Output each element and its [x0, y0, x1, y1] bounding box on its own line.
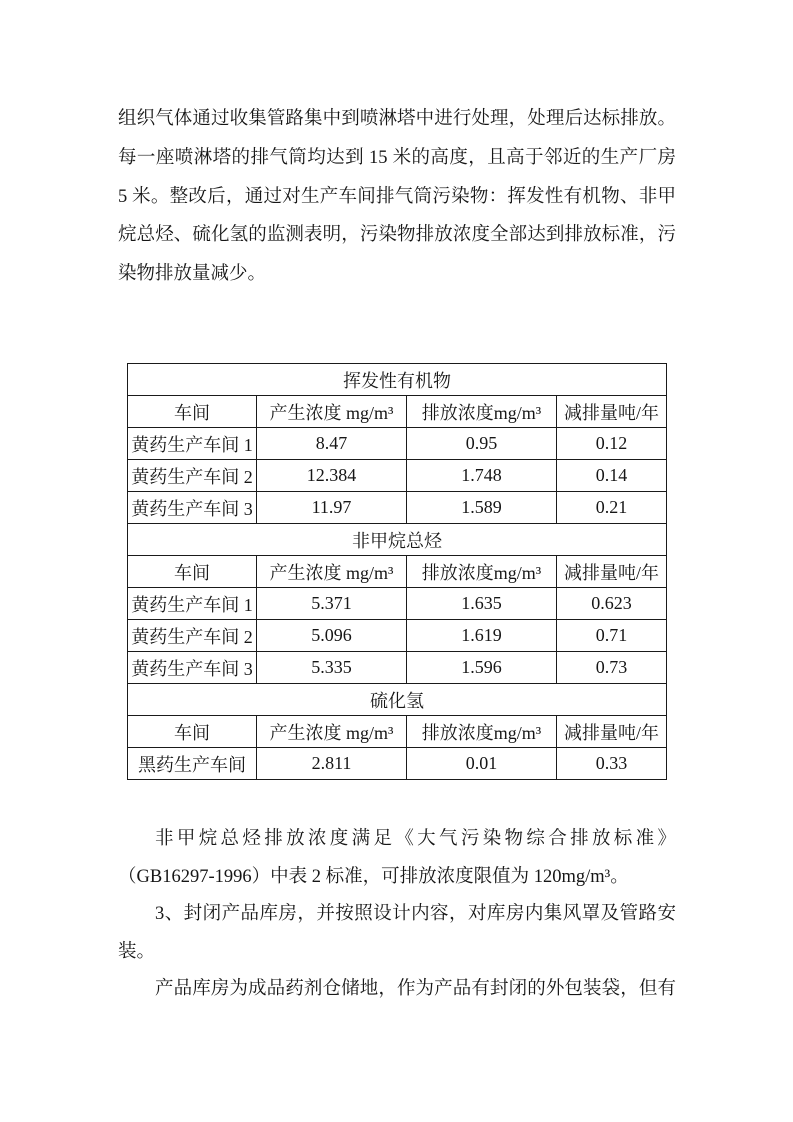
- table-row: [128, 460, 667, 492]
- cell-reduction: 0.21: [557, 492, 667, 524]
- text-line: 染物排放量减少。: [118, 264, 267, 285]
- cell-produced: 5.371: [257, 588, 407, 620]
- text-line: 非甲烷总烃排放浓度满足《大气污染物综合排放标准》: [155, 829, 676, 849]
- table-row: [128, 492, 667, 524]
- column-header-emitted: 排放浓度mg/m³: [407, 556, 557, 588]
- text-line: （GB16297-1996）中表 2 标准，可排放浓度限值为 120mg/m³。: [118, 866, 629, 887]
- section-title-row: [128, 364, 667, 396]
- cell-emitted: 1.635: [407, 588, 557, 620]
- column-header-reduction: 减排量吨/年: [557, 556, 667, 588]
- cell-workshop: 黄药生产车间 2: [128, 620, 257, 652]
- cell-produced: 11.97: [257, 492, 407, 524]
- section-title: 非甲烷总烃: [128, 524, 667, 556]
- cell-reduction: 0.12: [557, 428, 667, 460]
- column-header-row: [128, 556, 667, 588]
- column-header-row: [128, 396, 667, 428]
- column-header-reduction: 减排量吨/年: [557, 716, 667, 748]
- text-line: 产品库房为成品药剂仓储地，作为产品有封闭的外包装袋，但有: [155, 979, 676, 999]
- column-header-produced: 产生浓度 mg/m³: [257, 556, 407, 588]
- text-line: 组织气体通过收集管路集中到喷淋塔中进行处理，处理后达标排放。: [118, 109, 676, 129]
- cell-reduction: 0.73: [557, 652, 667, 684]
- column-header-workshop: 车间: [128, 556, 257, 588]
- cell-emitted: 0.01: [407, 748, 557, 780]
- column-header-emitted: 排放浓度mg/m³: [407, 716, 557, 748]
- section-title-row: [128, 524, 667, 556]
- intro-paragraph: [118, 100, 676, 294]
- section-title-row: [128, 684, 667, 716]
- cell-produced: 12.384: [257, 460, 407, 492]
- cell-produced: 5.335: [257, 652, 407, 684]
- column-header-workshop: 车间: [128, 396, 257, 428]
- table-row: [128, 588, 667, 620]
- column-header-emitted: 排放浓度mg/m³: [407, 396, 557, 428]
- cell-produced: 2.811: [257, 748, 407, 780]
- column-header-produced: 产生浓度 mg/m³: [257, 716, 407, 748]
- column-header-workshop: 车间: [128, 716, 257, 748]
- text-line: 3、封闭产品库房，并按照设计内容，对库房内集风罩及管路安: [155, 904, 676, 924]
- cell-workshop: 黑药生产车间: [128, 748, 257, 780]
- cell-workshop: 黄药生产车间 3: [128, 492, 257, 524]
- closing-paragraphs: [118, 821, 676, 1009]
- paragraph-warehouse: [118, 896, 676, 971]
- paragraph-storage: [118, 971, 676, 1009]
- column-header-produced: 产生浓度 mg/m³: [257, 396, 407, 428]
- cell-workshop: 黄药生产车间 3: [128, 652, 257, 684]
- cell-produced: 8.47: [257, 428, 407, 460]
- cell-workshop: 黄药生产车间 2: [128, 460, 257, 492]
- table-row: [128, 428, 667, 460]
- section-title: 挥发性有机物: [128, 364, 667, 396]
- column-header-row: [128, 716, 667, 748]
- cell-emitted: 1.589: [407, 492, 557, 524]
- cell-reduction: 0.14: [557, 460, 667, 492]
- text-line: 装。: [118, 941, 156, 962]
- cell-emitted: 1.619: [407, 620, 557, 652]
- cell-emitted: 0.95: [407, 428, 557, 460]
- paragraph-standard: [118, 821, 676, 896]
- table-row: [128, 748, 667, 780]
- text-line: 5 米。整改后，通过对生产车间排气筒污染物：挥发性有机物、非甲: [118, 186, 676, 207]
- cell-workshop: 黄药生产车间 1: [128, 588, 257, 620]
- cell-reduction: 0.623: [557, 588, 667, 620]
- text-line: 烷总烃、硫化氢的监测表明，污染物排放浓度全部达到排放标准，污: [118, 225, 676, 246]
- cell-reduction: 0.71: [557, 620, 667, 652]
- section-title: 硫化氢: [128, 684, 667, 716]
- table-row: [128, 620, 667, 652]
- cell-reduction: 0.33: [557, 748, 667, 780]
- cell-emitted: 1.596: [407, 652, 557, 684]
- cell-produced: 5.096: [257, 620, 407, 652]
- cell-workshop: 黄药生产车间 1: [128, 428, 257, 460]
- cell-emitted: 1.748: [407, 460, 557, 492]
- text-line: 每一座喷淋塔的排气筒均达到 15 米的高度，且高于邻近的生产厂房: [118, 147, 676, 168]
- table-row: [128, 652, 667, 684]
- emissions-table: [127, 363, 667, 780]
- column-header-reduction: 减排量吨/年: [557, 396, 667, 428]
